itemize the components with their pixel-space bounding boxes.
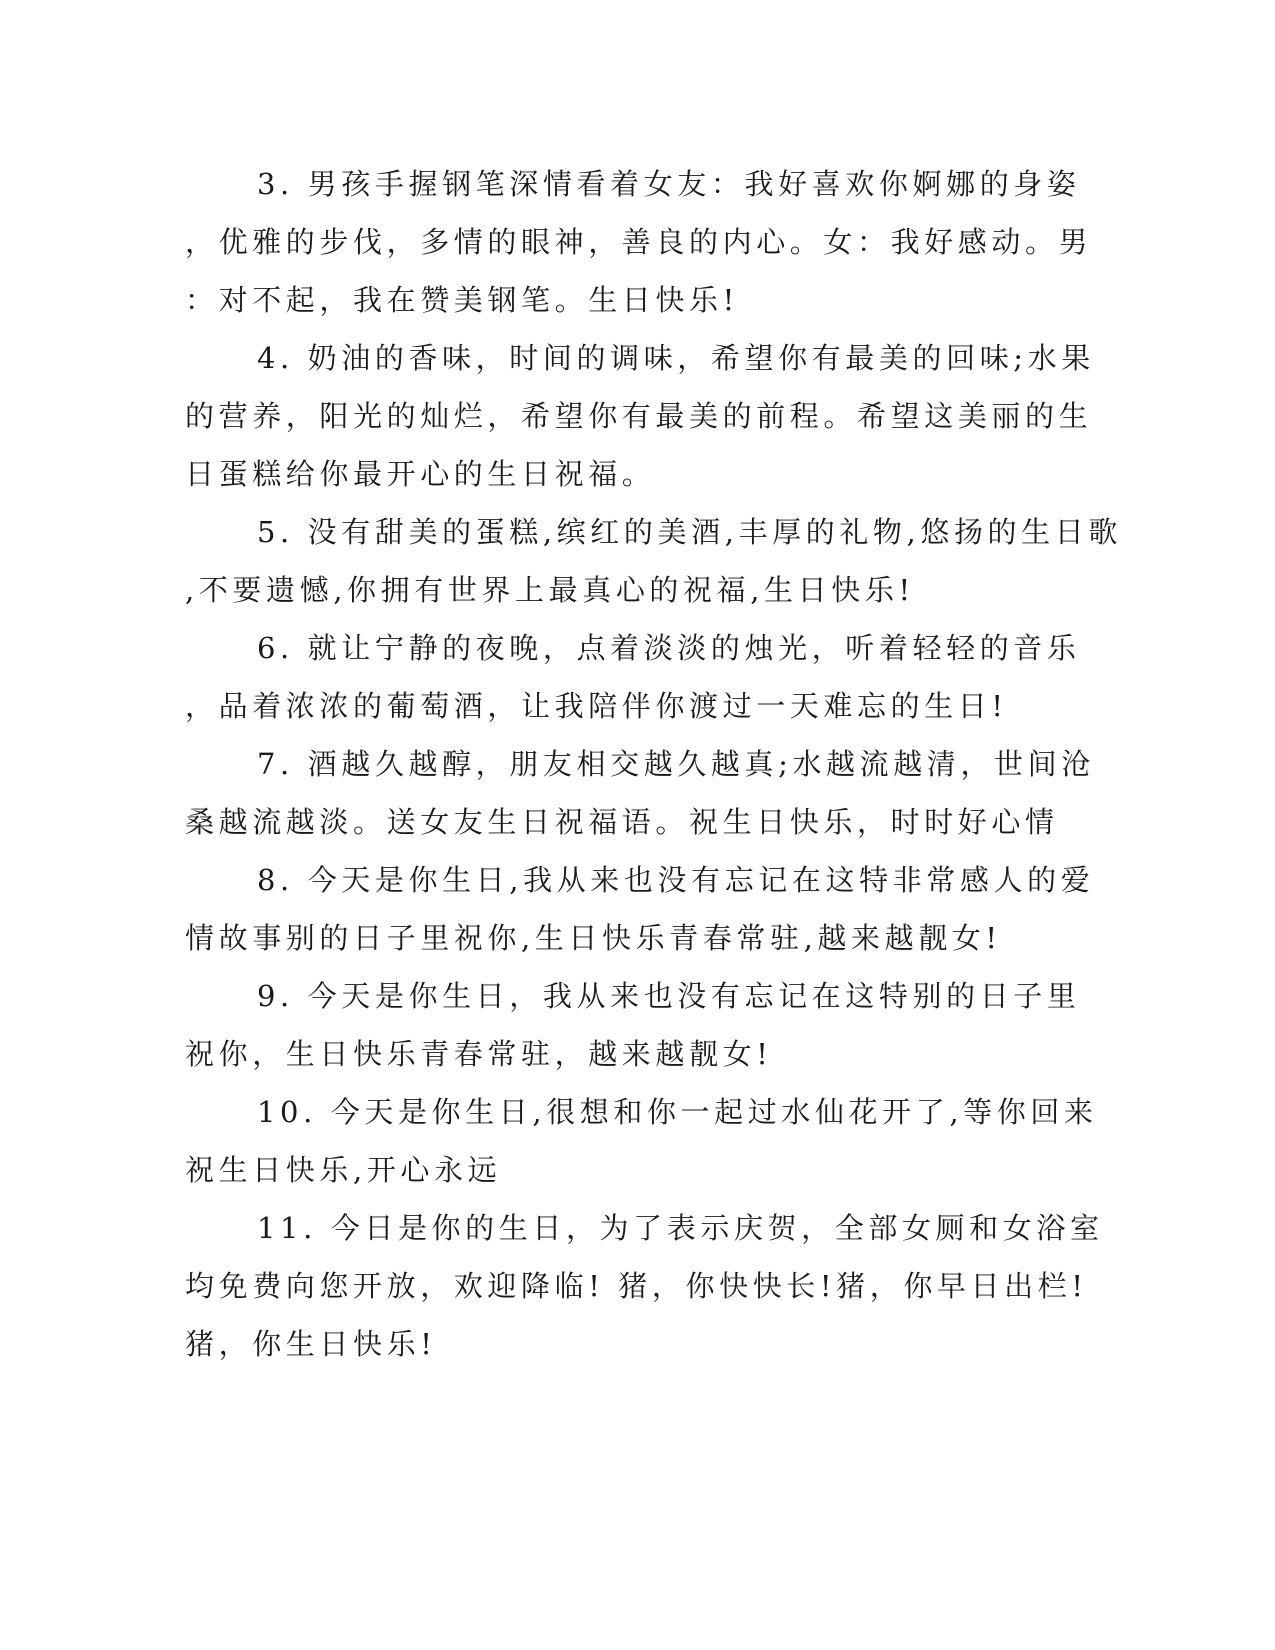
paragraph-line: 10. 今天是你生日,很想和你一起过水仙花开了,等你回来 [257,1095,1098,1129]
paragraph-line: 4. 奶油的香味，时间的调味，希望你有最美的回味;水果 [257,341,1095,375]
paragraph-item-11 [185,1199,1104,1373]
paragraph-line: 3. 男孩手握钢笔深情看着女友：我好喜欢你婀娜的身姿 [257,167,1081,201]
paragraph-line: 11. 今日是你的生日，为了表示庆贺，全部女厕和女浴室 [257,1211,1104,1245]
paragraph-line: 6. 就让宁静的夜晚，点着淡淡的烛光，听着轻轻的音乐 [257,631,1081,665]
paragraph-line: 桑越流越淡。送女友生日祝福语。祝生日快乐，时时好心情 [185,805,1059,839]
paragraph-line: 日蛋糕给你最开心的生日祝福。 [185,457,656,491]
paragraph-line: 5. 没有甜美的蛋糕,缤红的美酒,丰厚的礼物,悠扬的生日歌 [257,515,1122,549]
paragraph-line: 祝生日快乐,开心永远 [185,1153,502,1187]
paragraph-line: 的营养，阳光的灿烂，希望你有最美的前程。希望这美丽的生 [185,399,1093,433]
paragraph-item-10 [185,1083,1098,1199]
paragraph-line: ，品着浓浓的葡萄酒，让我陪伴你渡过一天难忘的生日! [185,689,1008,723]
paragraph-line: ：对不起，我在赞美钢笔。生日快乐! [185,283,739,317]
paragraph-line: 8. 今天是你生日,我从来也没有忘记在这特非常感人的爱 [257,863,1095,897]
paragraph-item-3 [185,155,1093,329]
paragraph-line: 情故事别的日子里祝你,生日快乐青春常驻,越来越靓女! [185,921,1002,955]
paragraph-line: 祝你，生日快乐青春常驻，越来越靓女! [185,1037,773,1071]
paragraph-line: 均免费向您开放，欢迎降临! 猪，你快快长!猪，你早日出栏! [185,1269,1088,1303]
paragraph-line: 猪，你生日快乐! [185,1327,437,1361]
paragraph-line: 7. 酒越久越醇，朋友相交越久越真;水越流越清，世间沧 [257,747,1095,781]
paragraph-line: ,不要遗憾,你拥有世界上最真心的祝福,生日快乐! [185,573,915,607]
paragraph-item-7 [185,735,1095,851]
document-body [185,155,1122,1373]
paragraph-item-6 [185,619,1090,735]
paragraph-item-5 [185,503,1122,619]
paragraph-line: 9. 今天是你生日，我从来也没有忘记在这特别的日子里 [257,979,1081,1013]
paragraph-item-8 [185,851,1095,967]
paragraph-item-9 [185,967,1090,1083]
paragraph-line: ，优雅的步伐，多情的眼神，善良的内心。女：我好感动。男 [185,225,1093,259]
paragraph-item-4 [185,329,1095,503]
